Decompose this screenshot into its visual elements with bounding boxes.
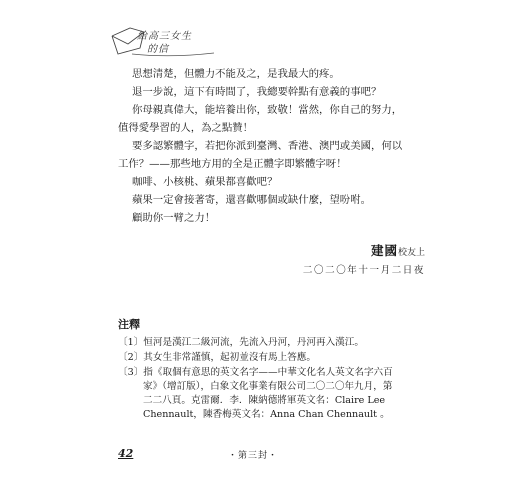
note-item: 〔1〕恒河是漢江二級河流，先流入丹河，丹河再入漢江。 (118, 337, 364, 348)
note-continuation: 家》（增訂版），白象文化事業有限公司二〇二〇年九月，第 (143, 381, 393, 392)
paragraph-line: 退一步說，這下有時間了，我總要幹點有意義的事吧？ (132, 86, 382, 98)
paragraph-line: 咖啡、小核桃、蘋果都喜歡吧？ (132, 176, 278, 188)
note-continuation: 二二八頁。克雷爾．李．陳納德將軍英文名：Claire Lee (143, 395, 386, 406)
signature-name: 建國 (370, 243, 398, 258)
letter-date: 二〇二〇年十一月二日夜 (302, 265, 425, 276)
page-header (110, 24, 220, 56)
paragraph-line: 要多認繁體字，若把你派到臺灣、香港、澳門或美國，何以 (132, 140, 403, 152)
paragraph-line: 工作？——那些地方用的全是正體字即繁體字呀！ (118, 158, 347, 170)
paragraph-line: 你母親真偉大，能培養出你，致敬！當然，你自己的努力， (132, 104, 403, 116)
note-continuation: Chennault，陳香梅英文名：Anna Chan Chennault 。 (143, 409, 390, 420)
signature (371, 241, 425, 259)
chapter-label: ・第三封・ (228, 451, 279, 461)
paragraph-line: 思想清楚，但體力不能及之，是我最大的疼。 (132, 68, 340, 80)
header-title-line2: 的信 (147, 44, 169, 55)
paragraph-line: 蘋果一定會接著寄，還喜歡哪個或缺什麼，望吩咐。 (132, 194, 371, 206)
header-title-line1: 給高三女生 (137, 31, 192, 42)
paragraph-line: 值得愛學習的人，為之點贊！ (118, 122, 254, 134)
paragraph-line: 顧助你一臂之力！ (132, 212, 216, 224)
signature-suffix: 校友上 (397, 248, 425, 258)
page-number: 42 (118, 447, 134, 460)
notes-title: 注釋 (118, 318, 140, 331)
note-item: 〔2〕其女生非常謹慎，起初並沒有馬上答應。 (118, 352, 316, 363)
note-item: 〔3〕指《取個有意思的英文名字——中華文化名人英文名字六百 (118, 367, 393, 378)
